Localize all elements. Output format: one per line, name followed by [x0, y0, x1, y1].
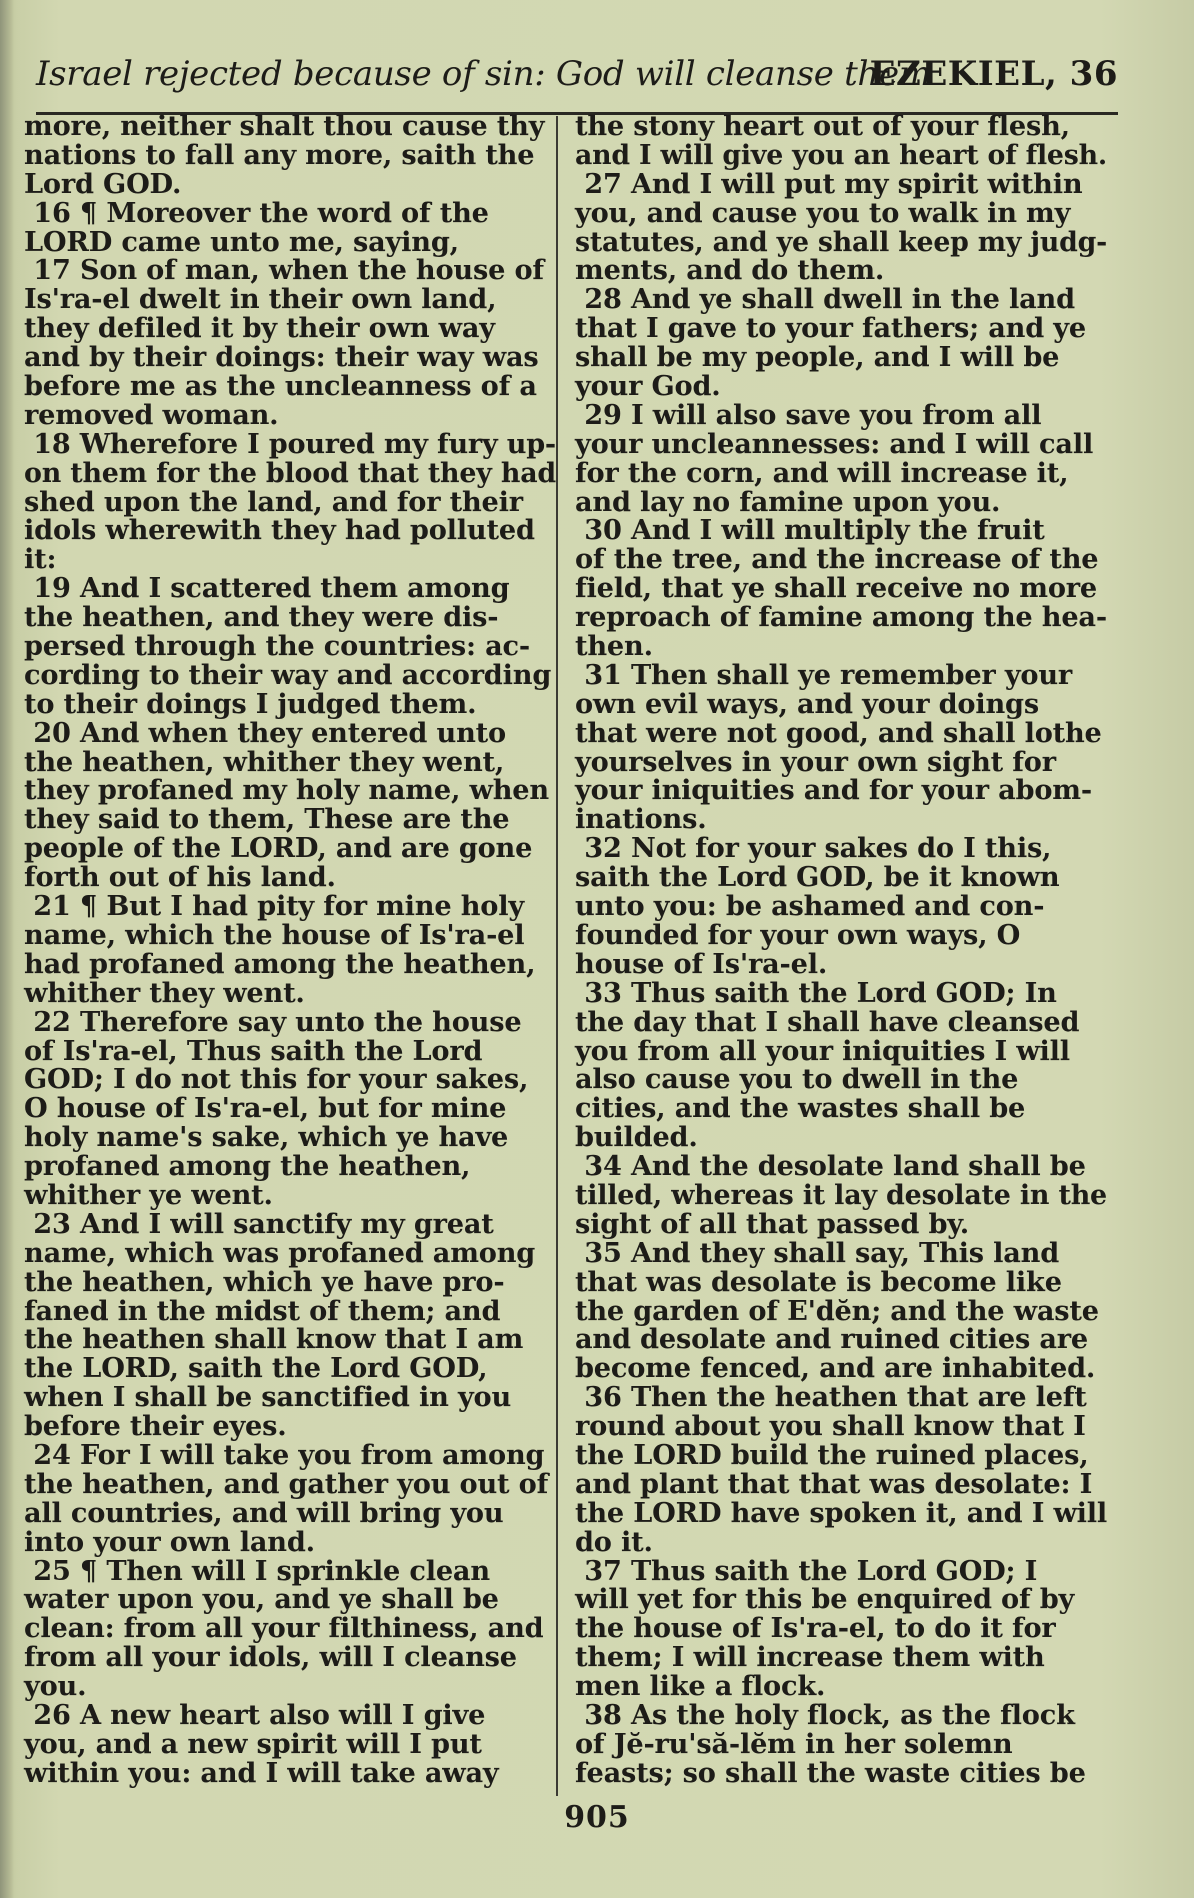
text-line: name, which was profaned among [24, 1236, 536, 1269]
text-line: you, and a new spirit will I put [24, 1727, 482, 1760]
text-line: your iniquities and for your abom- [575, 774, 1092, 807]
text-line: that was desolate is become like [575, 1265, 1062, 1298]
left-column [24, 112, 556, 1788]
text-line: people of the LORD, and are gone [24, 832, 533, 865]
text-line: whither ye went. [24, 1178, 273, 1211]
text-line: ments, and do them. [575, 254, 885, 287]
text-line: 37 Thus saith the Lord GOD; I [575, 1554, 1038, 1587]
chapter-reference: EZEKIEL, 36 [869, 54, 1118, 94]
text-line: round about you shall know that I [575, 1410, 1086, 1443]
text-line: also cause you to dwell in the [575, 1063, 1019, 1096]
text-line: do it. [575, 1525, 653, 1558]
text-line: own evil ways, and your doings [575, 687, 1039, 720]
text-line: 32 Not for your sakes do I this, [575, 832, 1052, 865]
text-line: and desolate and ruined cities are [575, 1323, 1088, 1356]
text-line: saith the Lord GOD, be it known [575, 861, 1060, 894]
text-line: Lord GOD. [24, 167, 182, 200]
text-line: men like a flock. [575, 1670, 826, 1703]
text-line: persed through the countries: ac- [24, 630, 530, 663]
text-line: idols wherewith they had polluted [24, 514, 535, 547]
text-line: O house of Is'ra-el, but for mine [24, 1092, 507, 1125]
text-line: whither they went. [24, 976, 305, 1009]
text-line: 33 Thus saith the Lord GOD; In [575, 976, 1057, 1009]
column-divider [556, 116, 558, 1796]
text-line: builded. [575, 1121, 698, 1154]
text-line: for the corn, and will increase it, [575, 456, 1069, 489]
text-line: the LORD build the ruined places, [575, 1438, 1089, 1471]
text-line: shall be my people, and I will be [575, 341, 1060, 374]
text-line: before me as the uncleanness of a [24, 370, 537, 403]
text-line: 30 And I will multiply the fruit [575, 514, 1045, 547]
text-line: into your own land. [24, 1525, 315, 1558]
text-line: then. [575, 630, 653, 663]
text-line: that I gave to your fathers; and ye [575, 312, 1086, 345]
text-line: cording to their way and according [24, 658, 552, 691]
text-line: you. [24, 1670, 87, 1703]
page-header [36, 50, 1118, 110]
text-line: 23 And I will sanctify my great [24, 1207, 494, 1240]
text-line: it: [24, 543, 57, 576]
text-line: shed upon the land, and for their [24, 485, 523, 518]
text-line: the garden of E'dĕn; and the waste [575, 1294, 1099, 1327]
text-line: water upon you, and ye shall be [24, 1583, 499, 1616]
text-line: cities, and the wastes shall be [575, 1092, 1026, 1125]
text-line: when I shall be sanctified in you [24, 1381, 512, 1414]
text-line: you, and cause you to walk in my [575, 196, 1071, 229]
text-line: from all your idols, will I cleanse [24, 1641, 517, 1674]
text-line: the stony heart out of your flesh, [575, 110, 1070, 142]
text-line: your uncleannesses: and I will call [575, 427, 1094, 460]
text-line: 36 Then the heathen that are left [575, 1381, 1087, 1414]
text-line: of Jĕ-ru'să-lĕm in her solemn [575, 1727, 1013, 1760]
text-line: 28 And ye shall dwell in the land [575, 283, 1075, 316]
text-line: house of Is'ra-el. [575, 947, 828, 980]
text-line: tilled, whereas it lay desolate in the [575, 1178, 1107, 1211]
text-line: the heathen, whither they went, [24, 745, 505, 778]
text-line: 27 And I will put my spirit within [575, 167, 1083, 200]
right-column [575, 112, 1107, 1788]
text-line: had profaned among the heathen, [24, 947, 536, 980]
text-line: 24 For I will take you from among [24, 1438, 545, 1471]
text-line: 20 And when they entered unto [24, 716, 506, 749]
text-line: 31 Then shall ye remember your [575, 658, 1073, 691]
text-line: feasts; so shall the waste cities be [575, 1756, 1086, 1789]
text-line: more, neither shalt thou cause thy [24, 110, 545, 142]
text-line: them; I will increase them with [575, 1641, 1045, 1674]
text-line: your God. [575, 370, 721, 403]
text-line: holy name's sake, which ye have [24, 1121, 509, 1154]
text-line: they profaned my holy name, when [24, 774, 549, 807]
text-line: will yet for this be enquired of by [575, 1583, 1075, 1616]
text-line: within you: and I will take away [24, 1756, 499, 1789]
text-line: faned in the midst of them; and [24, 1294, 501, 1327]
text-line: 17 Son of man, when the house of [24, 254, 544, 287]
text-line: and lay no famine upon you. [575, 485, 1001, 518]
text-line: founded for your own ways, O [575, 918, 1021, 951]
text-line: Is'ra-el dwelt in their own land, [24, 283, 497, 316]
text-line: before their eyes. [24, 1410, 287, 1443]
text-line: reproach of famine among the hea- [575, 601, 1107, 634]
page-number: 905 [564, 1800, 630, 1835]
text-line: and I will give you an heart of flesh. [575, 138, 1108, 171]
text-line: 22 Therefore say unto the house [24, 1005, 522, 1038]
text-line: name, which the house of Is'ra-el [24, 918, 525, 951]
text-line: on them for the blood that they had [24, 456, 557, 489]
text-line: 34 And the desolate land shall be [575, 1150, 1086, 1183]
text-line: statutes, and ye shall keep my judg- [575, 225, 1108, 258]
text-line: removed woman. [24, 398, 279, 431]
text-line: 18 Wherefore I poured my fury up- [24, 427, 556, 460]
text-line: forth out of his land. [24, 861, 336, 894]
text-line: and by their doings: their way was [24, 341, 539, 374]
text-line: 25 ¶ Then will I sprinkle clean [24, 1554, 490, 1587]
text-line: the house of Is'ra-el, to do it for [575, 1612, 1056, 1645]
text-line: 21 ¶ But I had pity for mine holy [24, 890, 524, 923]
text-line: 19 And I scattered them among [24, 572, 510, 605]
text-line: LORD came unto me, saying, [24, 225, 459, 258]
text-line: and plant that that was desolate: I [575, 1467, 1093, 1500]
text-line: they defiled it by their own way [24, 312, 495, 345]
text-line: that were not good, and shall lothe [575, 716, 1102, 749]
running-head: Israel rejected because of sin: God will cleanse them [36, 54, 931, 94]
text-line: the LORD, saith the Lord GOD, [24, 1352, 488, 1385]
text-line: unto you: be ashamed and con- [575, 890, 1045, 923]
text-line: 16 ¶ Moreover the word of the [24, 196, 489, 229]
text-line: you from all your iniquities I will [575, 1034, 1070, 1067]
text-line: field, that ye shall receive no more [575, 572, 1097, 605]
text-line: the day that I shall have cleansed [575, 1005, 1080, 1038]
text-line: of the tree, and the increase of the [575, 543, 1099, 576]
text-line: the LORD have spoken it, and I will [575, 1496, 1107, 1529]
text-line: nations to fall any more, saith the [24, 138, 535, 171]
text-line: 26 A new heart also will I give [24, 1698, 486, 1731]
text-line: become fenced, and are inhabited. [575, 1352, 1096, 1385]
text-line: of Is'ra-el, Thus saith the Lord [24, 1034, 483, 1067]
text-line: 38 As the holy flock, as the flock [575, 1698, 1075, 1731]
text-line: sight of all that passed by. [575, 1207, 969, 1240]
text-line: profaned among the heathen, [24, 1150, 471, 1183]
text-line: the heathen, and gather you out of [24, 1467, 549, 1500]
text-line: clean: from all your filthiness, and [24, 1612, 544, 1645]
text-line: the heathen, which ye have pro- [24, 1265, 505, 1298]
text-line: GOD; I do not this for your sakes, [24, 1063, 529, 1096]
text-line: to their doings I judged them. [24, 687, 477, 720]
text-line: 35 And they shall say, This land [575, 1236, 1060, 1269]
text-line: all countries, and will bring you [24, 1496, 504, 1529]
text-line: the heathen, and they were dis- [24, 601, 499, 634]
text-line: they said to them, These are the [24, 803, 510, 836]
page-binding-edge [0, 0, 14, 1898]
text-line: inations. [575, 803, 707, 836]
text-line: the heathen shall know that I am [24, 1323, 524, 1356]
text-line: yourselves in your own sight for [575, 745, 1056, 778]
text-line: 29 I will also save you from all [575, 398, 1042, 431]
